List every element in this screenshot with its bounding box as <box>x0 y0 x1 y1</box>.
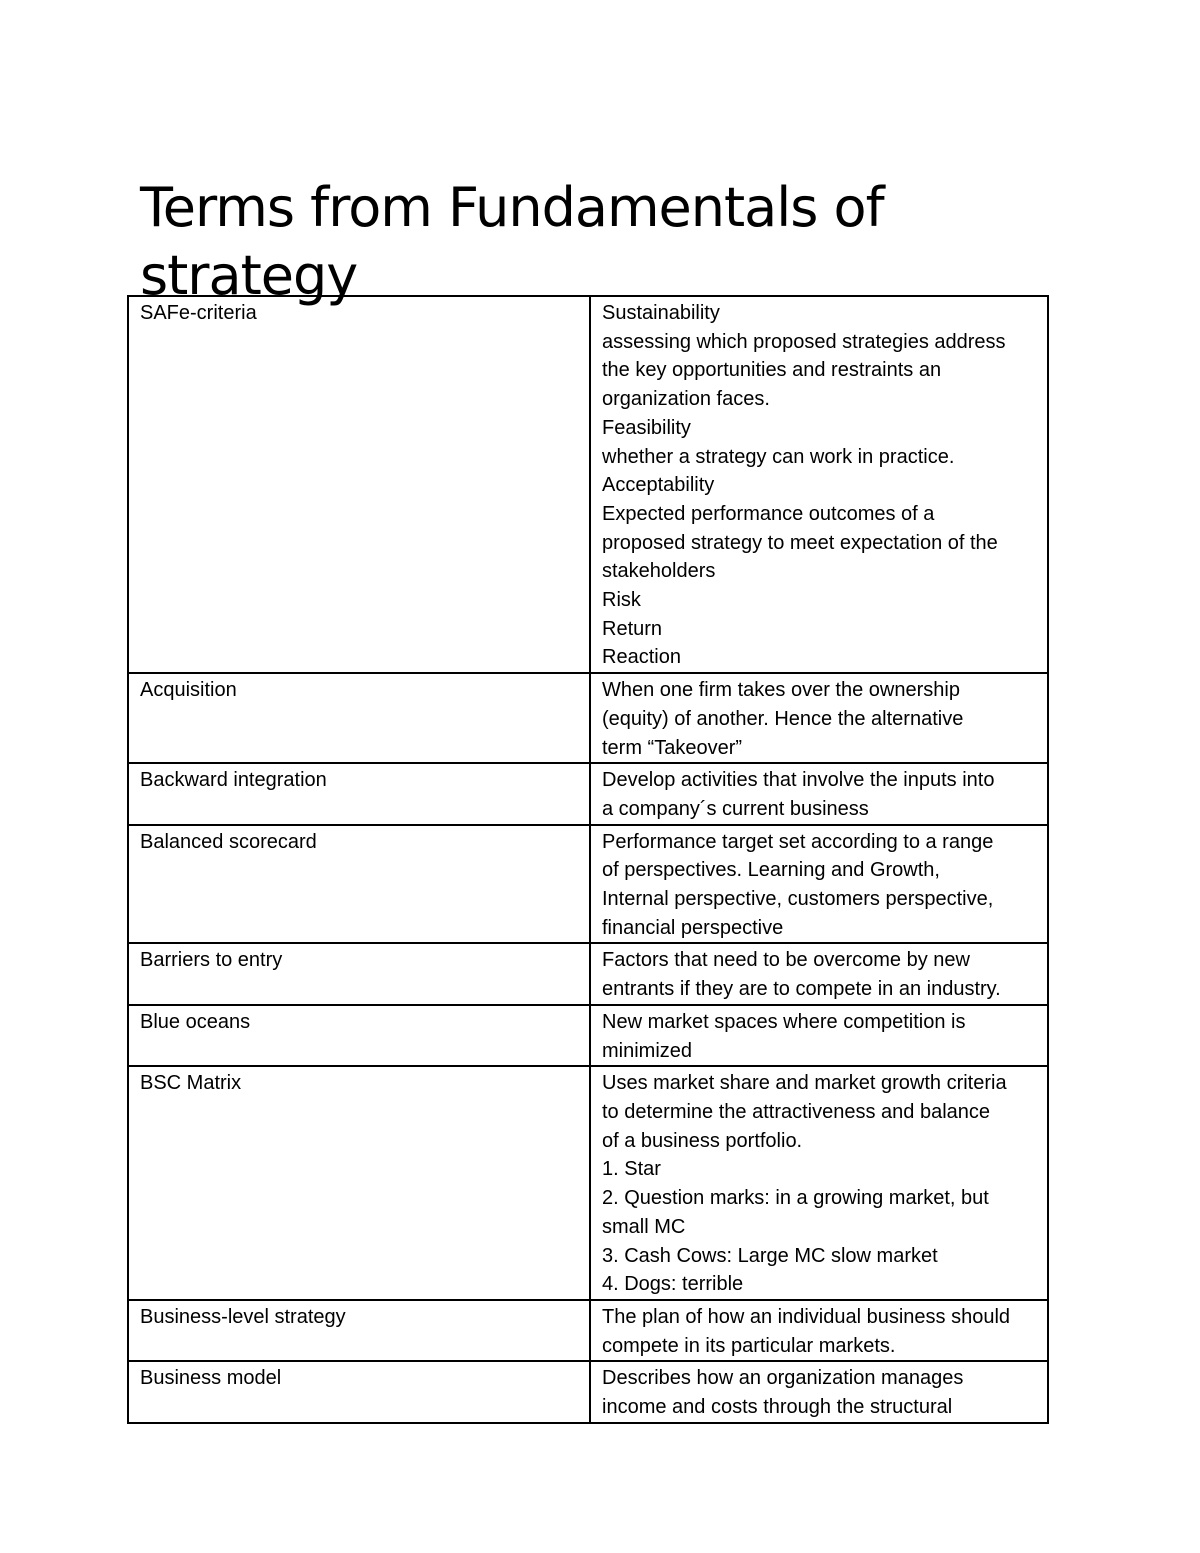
definition-line: 3. Cash Cows: Large MC slow market <box>602 1244 938 1267</box>
definition-line: organization faces. <box>602 388 770 411</box>
term-label: Acquisition <box>140 679 237 702</box>
definition-line: New market spaces where competition is <box>602 1010 966 1033</box>
definition-line: compete in its particular markets. <box>602 1334 896 1357</box>
definition-line: assessing which proposed strategies address <box>602 330 1006 353</box>
term-cell <box>128 673 590 763</box>
term-label: Blue oceans <box>140 1010 251 1033</box>
table-row <box>128 825 1048 944</box>
definition-line: 4. Dogs: terrible <box>602 1273 744 1296</box>
definition-line: Reaction <box>602 646 681 669</box>
definition-line: (equity) of another. Hence the alternative <box>602 707 964 730</box>
table-row <box>128 1300 1048 1361</box>
table-row <box>128 673 1048 763</box>
definition-line: financial perspective <box>602 916 784 939</box>
term-label: Business-level strategy <box>140 1305 346 1328</box>
definition-line: Factors that need to be overcome by new <box>602 949 970 972</box>
term-cell <box>128 1066 590 1300</box>
definition-cell <box>590 1361 1048 1422</box>
definition-line: stakeholders <box>602 560 716 583</box>
definition-line: to determine the attractiveness and balance <box>602 1100 991 1123</box>
definition-line: of perspectives. Learning and Growth, <box>602 859 940 882</box>
table-row <box>128 1005 1048 1066</box>
definition-line: 1. Star <box>602 1158 661 1181</box>
term-cell <box>128 825 590 944</box>
definition-line: Internal perspective, customers perspective, <box>602 888 994 911</box>
definition-cell <box>590 1066 1048 1300</box>
definition-cell <box>590 825 1048 944</box>
definition-line: Feasibility <box>602 416 691 439</box>
definition-line: Develop activities that involve the inputs into <box>602 769 995 792</box>
table-row <box>128 296 1048 673</box>
definition-line: Acceptability <box>602 474 715 497</box>
page-title: Terms from Fundamentals of strategy <box>140 176 884 308</box>
term-label: Business model <box>140 1367 282 1390</box>
terms-table <box>127 295 1049 1424</box>
definition-cell <box>590 673 1048 763</box>
definition-line: Performance target set according to a range <box>602 830 994 853</box>
table-row <box>128 763 1048 824</box>
terms-table-body <box>128 296 1048 1423</box>
definition-cell <box>590 1300 1048 1361</box>
definition-cell <box>590 763 1048 824</box>
definition-line: Return <box>602 617 663 640</box>
term-label: Balanced scorecard <box>140 830 317 853</box>
definition-line: small MC <box>602 1215 686 1238</box>
table-row <box>128 1361 1048 1422</box>
definition-line: whether a strategy can work in practice. <box>602 445 955 468</box>
definition-line: Uses market share and market growth criteria <box>602 1072 1007 1095</box>
definition-line: term “Takeover” <box>602 736 743 759</box>
definition-line: The plan of how an individual business should <box>602 1305 1011 1328</box>
definition-line: minimized <box>602 1039 693 1062</box>
term-label: SAFe-criteria <box>140 302 257 324</box>
term-cell <box>128 943 590 1004</box>
term-label: Backward integration <box>140 769 327 792</box>
definition-cell <box>590 296 1048 673</box>
definition-line: 2. Question marks: in a growing market, but <box>602 1187 989 1210</box>
term-label: Barriers to entry <box>140 949 283 972</box>
definition-line: the key opportunities and restraints an <box>602 359 942 382</box>
term-cell <box>128 296 590 673</box>
definition-cell <box>590 943 1048 1004</box>
definition-line: Risk <box>602 589 641 612</box>
definition-line: When one firm takes over the ownership <box>602 679 960 702</box>
definition-line: proposed strategy to meet expectation of the <box>602 531 998 554</box>
term-cell <box>128 1005 590 1066</box>
definition-line: Expected performance outcomes of a <box>602 502 935 525</box>
definition-line: a company´s current business <box>602 797 869 820</box>
definition-line: Describes how an organization manages <box>602 1367 964 1390</box>
table-row <box>128 943 1048 1004</box>
definition-cell <box>590 1005 1048 1066</box>
definition-line: income and costs through the structural <box>602 1396 953 1419</box>
term-cell <box>128 1361 590 1422</box>
definition-line: entrants if they are to compete in an industry. <box>602 978 1001 1001</box>
definition-line: Sustainability <box>602 302 720 324</box>
definition-line: of a business portfolio. <box>602 1129 803 1152</box>
term-cell <box>128 1300 590 1361</box>
table-row <box>128 1066 1048 1300</box>
term-cell <box>128 763 590 824</box>
term-label: BSC Matrix <box>140 1072 242 1095</box>
